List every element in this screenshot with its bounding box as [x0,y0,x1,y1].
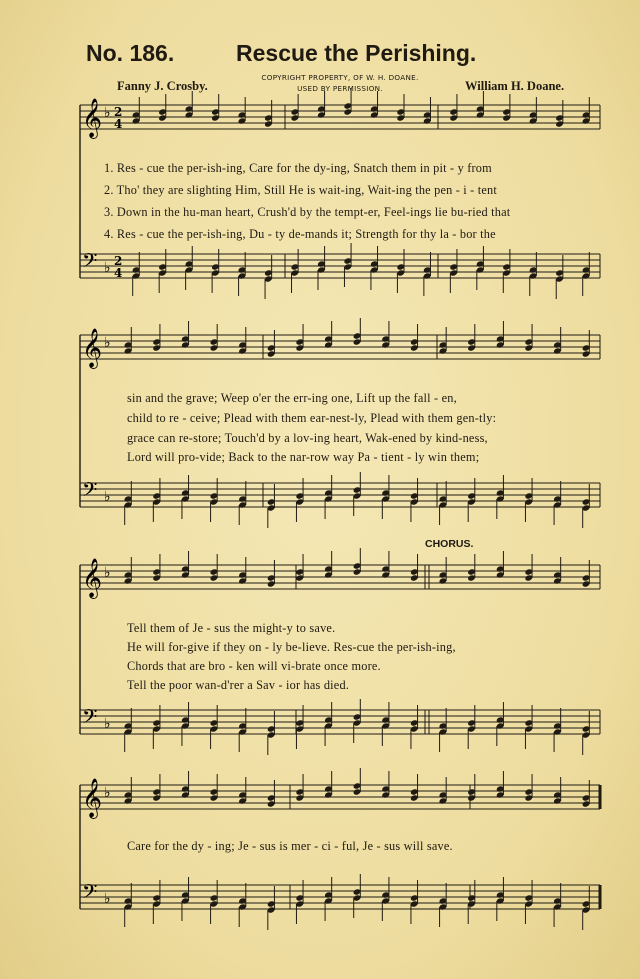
lyric-line: 4. Res - cue the per-ish-ing, Du - ty de-mands it; Strength for thy la - bor the [104,227,496,241]
lyric-line: child to re - ceive; Plead with them ear-nest-ly, Plead with them gen-tly: [127,410,497,425]
treble-clef: 𝄞 [82,98,103,138]
flat-key-signature: ♭ [104,891,111,907]
flat-key-signature: ♭ [104,489,111,505]
lyric-line: Lord will pro-vide; Back to the nar-row way Pa - tient - ly win them; [127,450,480,465]
hymn-title: Rescue the Perishing. [236,40,477,66]
hymn-number: No. 186. [86,40,175,66]
lyric-line: 3. Down in the hu-man heart, Crush'd by the tempt-er, Feel-ings lie bu-ried that [104,205,511,219]
bass-clef: 𝄢 [82,705,98,733]
flat-key-signature: ♭ [104,565,111,581]
time-signature-bottom: 4 [114,117,123,131]
lyric-line: Tell the poor wan-d'rer a Sav - ior has died. [127,678,350,692]
bass-clef: 𝄢 [82,478,98,506]
flat-key-signature: ♭ [104,105,111,121]
treble-clef: 𝄞 [82,778,103,818]
lyric-line: He will for-give if they on - ly be-lieve. Res-cue the per-ish-ing, [127,640,456,654]
treble-clef: 𝄞 [82,558,103,598]
chorus-label: CHORUS. [425,538,474,550]
treble-clef: 𝄞 [82,328,103,368]
lyric-line: Chords that are bro - ken will vi-brate once more. [127,659,381,673]
time-signature-bottom: 4 [114,266,123,280]
lyric-line: sin and the grave; Weep o'er the err-ing one, Lift up the fall - en, [127,391,457,405]
composer: William H. Doane. [465,79,565,93]
lyric-line: 2. Tho' they are slighting Him, Still He is wait-ing, Wait-ing the pen - i - tent [104,183,497,197]
lyricist: Fanny J. Crosby. [117,79,208,93]
copyright-line-1: COPYRIGHT PROPERTY, OF W. H. DOANE. [261,73,419,82]
lyric-line: Care for the dy - ing; Je - sus is mer - ci - ful, Je - sus will save. [127,839,453,853]
bass-clef: 𝄢 [82,880,98,908]
bass-clef: 𝄢 [82,249,98,277]
lyric-line: grace can re-store; Touch'd by a lov-ing heart, Wak-ened by kind-ness, [127,430,488,445]
copyright-line-2: USED BY PERMISSION. [297,84,383,93]
flat-key-signature: ♭ [104,335,111,351]
lyric-line: Tell them of Je - sus the might-y to save. [127,621,336,635]
flat-key-signature: ♭ [104,785,111,801]
time-signature-top: 2 [114,105,123,119]
time-signature-top: 2 [114,254,123,268]
flat-key-signature: ♭ [104,716,111,732]
flat-key-signature: ♭ [104,260,111,276]
lyric-line: 1. Res - cue the per-ish-ing, Care for the dy-ing, Snatch them in pit - y from [104,161,492,175]
